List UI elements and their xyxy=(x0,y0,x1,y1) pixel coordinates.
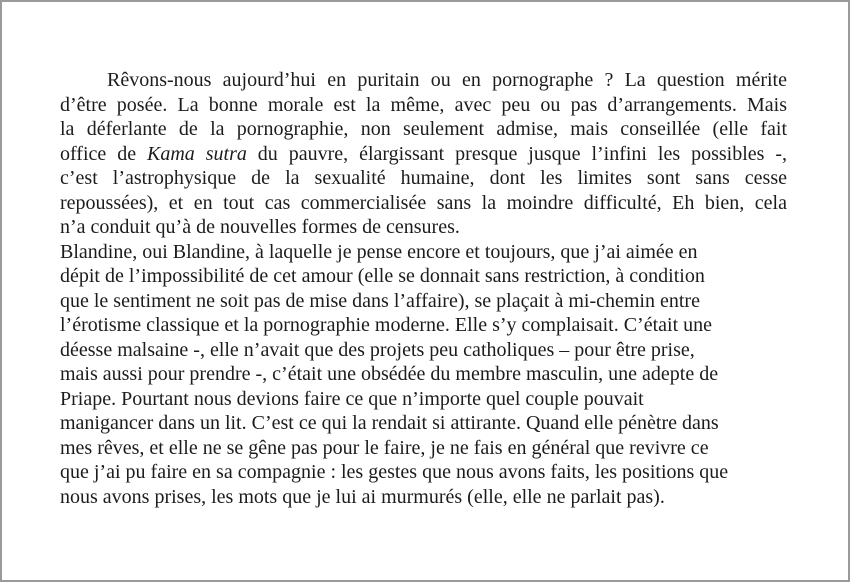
text-line: repoussées), et en tout cas commercialisée sans la moindre difficulté, Eh bien, cela xyxy=(60,191,787,214)
text-line: manigancer dans un lit. C’est ce qui la rendait si attirante. Quand elle pénètre dans xyxy=(60,412,719,434)
text-run: du pauvre, élargissant presque jusque l’infini les possibles -, xyxy=(246,142,787,165)
text-line: Rêvons-nous aujourd’hui en puritain ou en pornographe ? La question mérite xyxy=(107,69,787,91)
text-line: d’être posée. La bonne morale est la même, avec peu ou pas d’arrangements. Mais xyxy=(60,93,787,116)
text-line: n’a conduit qu’à de nouvelles formes de censures. xyxy=(60,216,460,238)
text-line: la déferlante de la pornographie, non seulement admise, mais conseillée (elle fait xyxy=(60,118,787,140)
paragraph xyxy=(60,240,787,510)
italic-book-title: Kama sutra xyxy=(147,142,247,165)
text-line: Blandine, oui Blandine, à laquelle je pense encore et toujours, que j’ai aimée en xyxy=(60,240,698,263)
text-line: l’érotisme classique et la pornographie moderne. Elle s’y complaisait. C’était une xyxy=(60,314,713,336)
text-block xyxy=(60,68,787,509)
text-line: dépit de l’impossibilité de cet amour (elle se donnait sans restriction, à condition xyxy=(60,265,705,287)
text-line xyxy=(60,142,787,167)
text-run: office de xyxy=(60,142,148,165)
text-line: que j’ai pu faire en sa compagnie : les gestes que nous avons faits, les positions que xyxy=(60,461,729,483)
text-line: mais aussi pour prendre -, c’était une obsédée du membre masculin, une adepte de xyxy=(60,363,719,385)
text-line: déesse malsaine -, elle n’avait que des projets peu catholiques – pour être prise, xyxy=(60,338,695,361)
paragraph xyxy=(60,68,787,240)
text-line: nous avons prises, les mots que je lui ai murmurés (elle, elle ne parlait pas). xyxy=(60,485,665,508)
text-line: que le sentiment ne soit pas de mise dans l’affaire), se plaçait à mi-chemin entre xyxy=(60,289,700,312)
text-line: Priape. Pourtant nous devions faire ce que n’importe quel couple pouvait xyxy=(60,387,644,410)
text-line: mes rêves, et elle ne se gêne pas pour le faire, je ne fais en général que revivre ce xyxy=(60,436,709,459)
text-line: c’est l’astrophysique de la sexualité humaine, dont les limites sont sans cesse xyxy=(60,167,787,189)
